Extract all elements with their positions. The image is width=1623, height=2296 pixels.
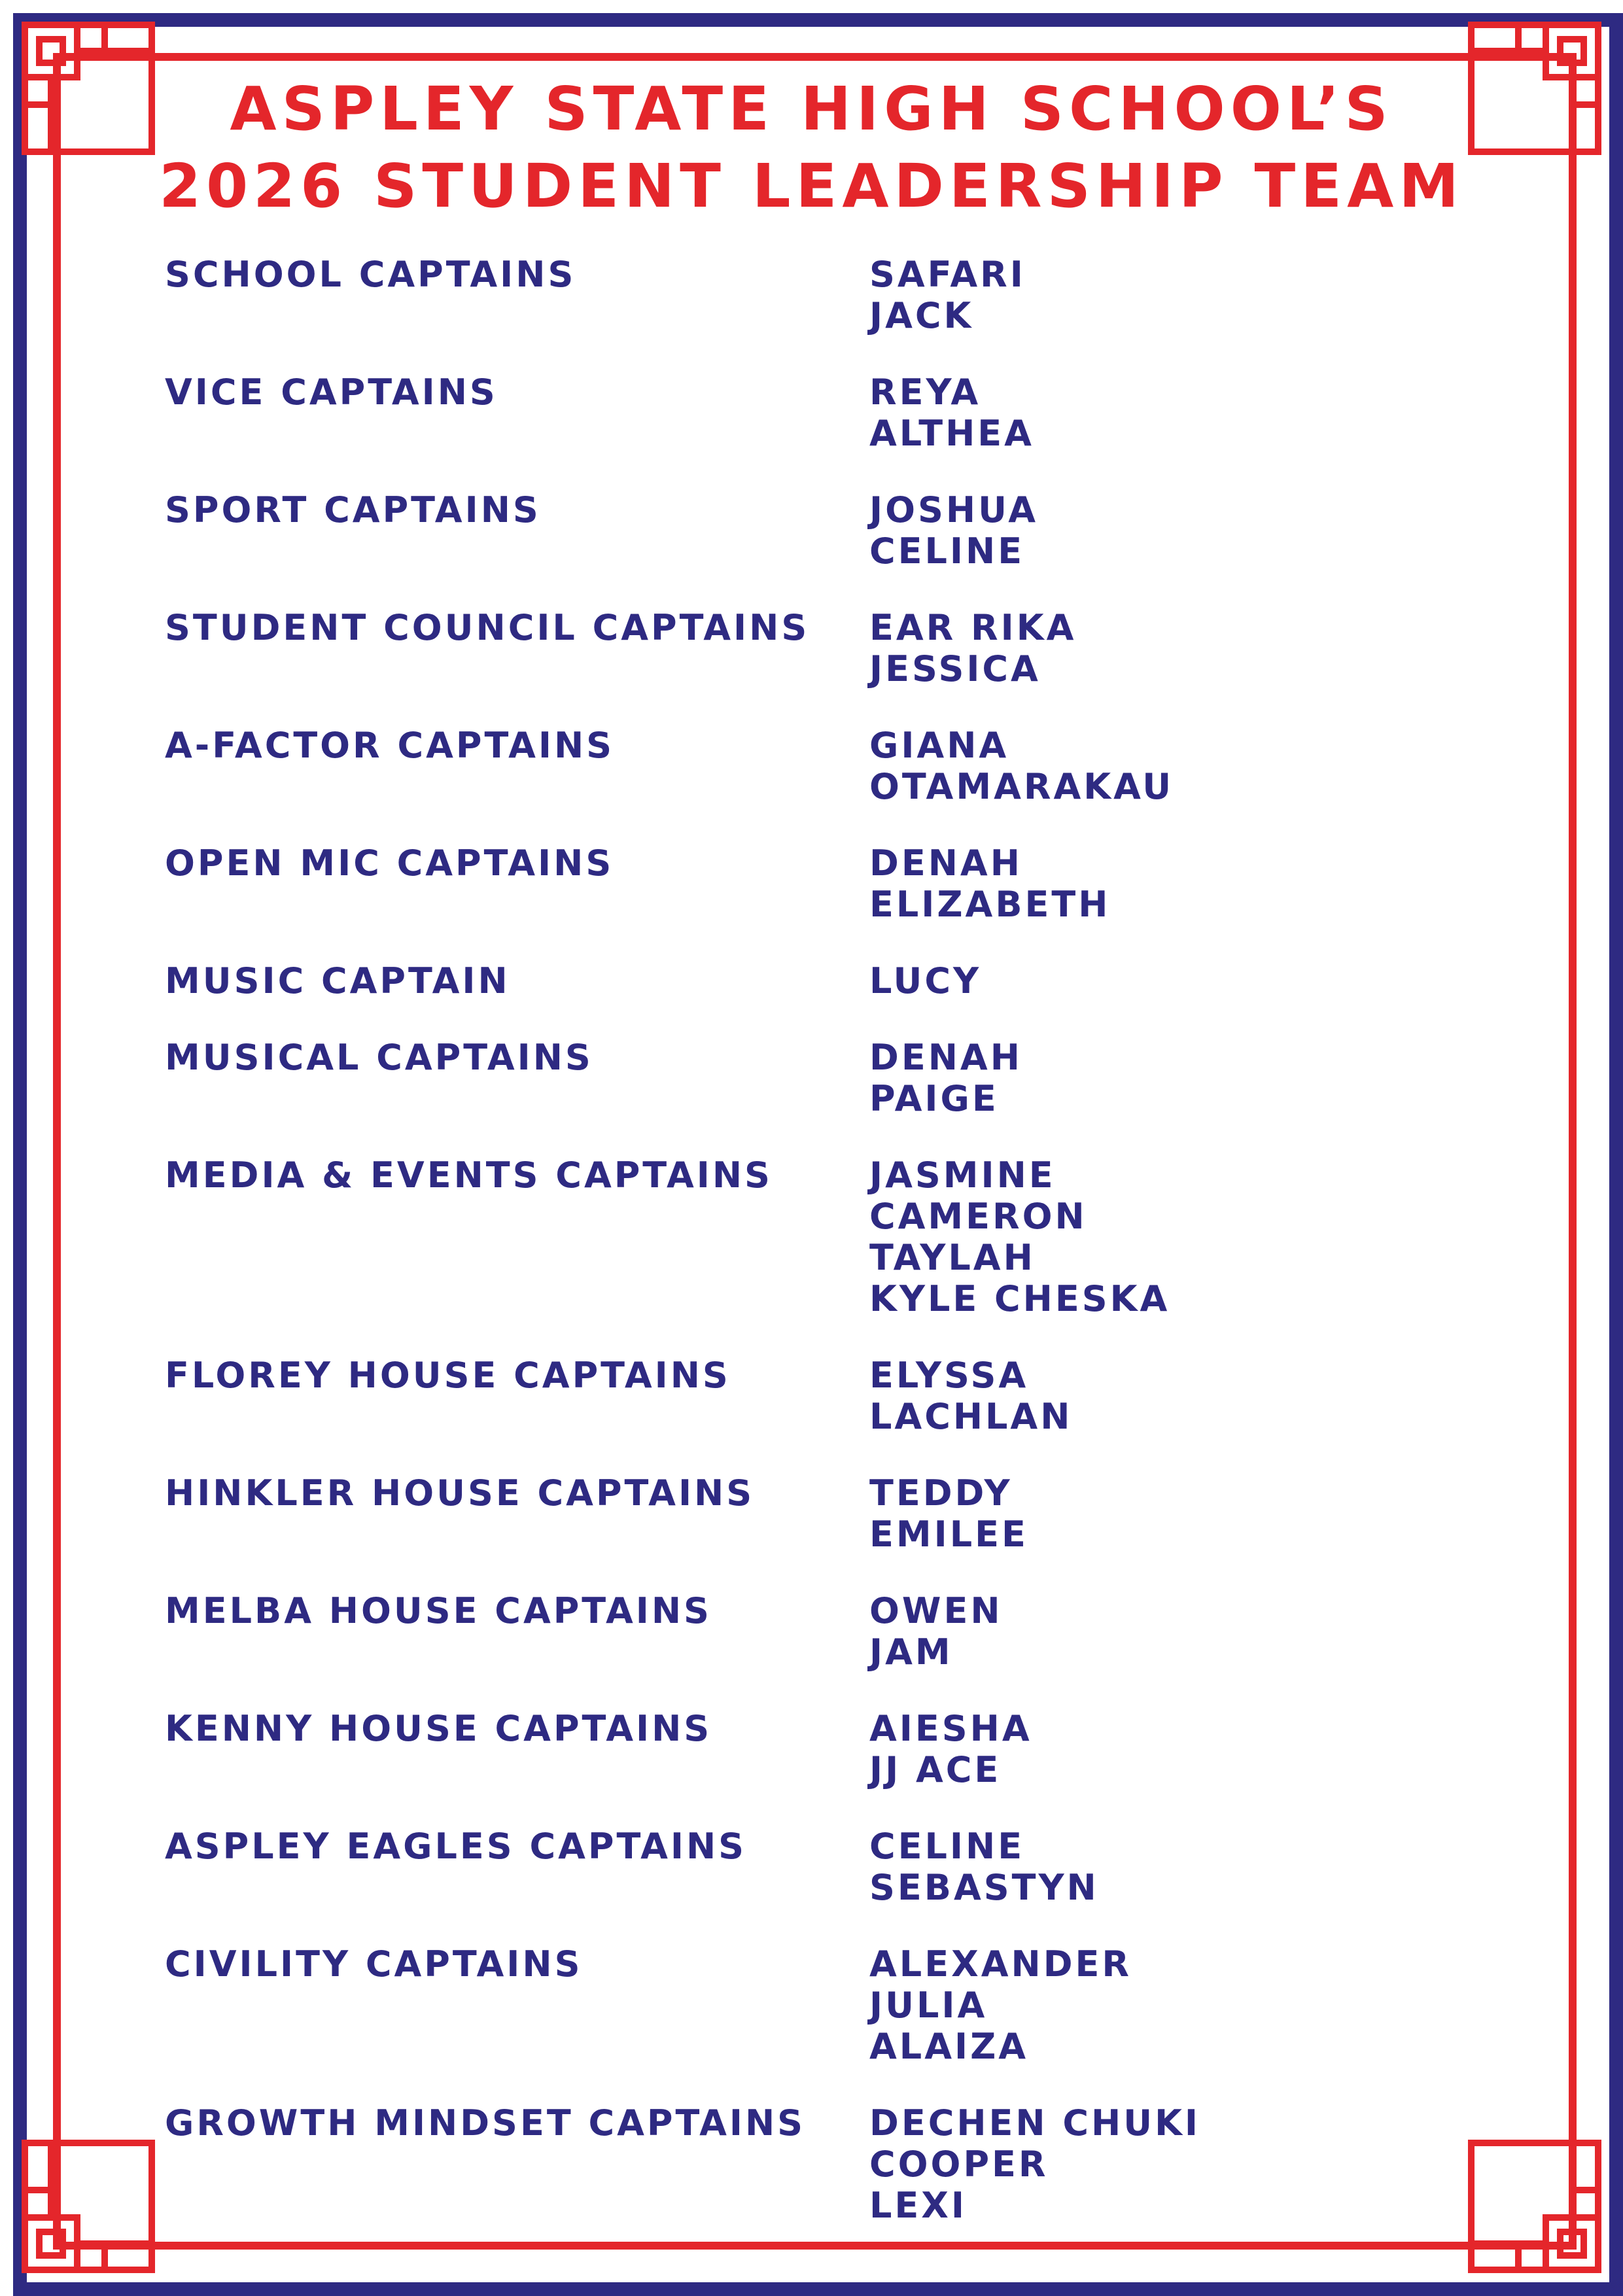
student-name: REYA — [869, 372, 981, 413]
names-list — [869, 843, 1110, 925]
role-label: CIVILITY CAPTAINS — [165, 1943, 583, 1985]
names-list — [869, 254, 1026, 336]
corner-fret-ornament — [1466, 2138, 1603, 2275]
student-name: DENAH — [869, 1037, 1022, 1078]
student-name: CELINE — [869, 531, 1025, 572]
role-label: MUSICAL CAPTAINS — [165, 1037, 593, 1078]
role-label: SPORT CAPTAINS — [165, 489, 541, 531]
student-name: JESSICA — [869, 648, 1041, 689]
role-label: FLOREY HOUSE CAPTAINS — [165, 1355, 731, 1396]
names-list — [869, 1155, 1170, 1319]
student-name: JJ ACE — [869, 1749, 1002, 1790]
names-list — [869, 1590, 1003, 1673]
page-title-line-1: ASPLEY STATE HIGH SCHOOL’S — [230, 74, 1393, 144]
role-label: OPEN MIC CAPTAINS — [165, 843, 614, 884]
student-name: OTAMARAKAU — [869, 766, 1174, 807]
student-name: ELYSSA — [869, 1355, 1029, 1396]
role-label: MELBA HOUSE CAPTAINS — [165, 1590, 712, 1631]
student-name: EMILEE — [869, 1514, 1028, 1555]
names-list — [869, 1826, 1099, 1908]
names-list — [869, 960, 981, 1001]
student-name: DECHEN CHUKI — [869, 2102, 1201, 2144]
role-label: SCHOOL CAPTAINS — [165, 254, 576, 295]
names-list — [869, 1037, 1022, 1119]
role-label: ASPLEY EAGLES CAPTAINS — [165, 1826, 747, 1867]
student-name: KYLE CHESKA — [869, 1278, 1170, 1319]
corner-fret-ornament — [20, 2138, 157, 2275]
student-name: PAIGE — [869, 1078, 999, 1119]
student-name: GIANA — [869, 725, 1009, 766]
student-name: DENAH — [869, 843, 1022, 884]
names-list — [869, 489, 1038, 572]
student-name: LACHLAN — [869, 1396, 1073, 1437]
student-name: ALEXANDER — [869, 1943, 1132, 1985]
role-label: MUSIC CAPTAIN — [165, 960, 510, 1001]
names-list — [869, 607, 1076, 689]
leadership-roster — [165, 254, 1473, 2242]
student-name: TAYLAH — [869, 1237, 1036, 1278]
student-name: JULIA — [869, 1985, 988, 2026]
student-name: SAFARI — [869, 254, 1026, 295]
role-label: A-FACTOR CAPTAINS — [165, 725, 615, 766]
names-list — [869, 2102, 1200, 2226]
names-list — [869, 1355, 1072, 1437]
student-name: JAM — [869, 1631, 953, 1673]
names-list — [869, 1708, 1032, 1790]
student-name: LUCY — [869, 960, 982, 1001]
role-label: VICE CAPTAINS — [165, 372, 498, 413]
student-name: COOPER — [869, 2144, 1049, 2185]
student-name: LEXI — [869, 2185, 968, 2226]
names-list — [869, 725, 1174, 807]
student-name: EAR RIKA — [869, 607, 1077, 648]
page-title-line-2: 2026 STUDENT LEADERSHIP TEAM — [159, 151, 1464, 221]
student-name: JASMINE — [869, 1155, 1056, 1196]
role-label: MEDIA & EVENTS CAPTAINS — [165, 1155, 773, 1196]
student-name: CAMERON — [869, 1196, 1087, 1237]
student-name: AIESHA — [869, 1708, 1032, 1749]
student-name: CELINE — [869, 1826, 1025, 1867]
role-label: HINKLER HOUSE CAPTAINS — [165, 1472, 755, 1514]
names-list — [869, 1472, 1028, 1555]
student-name: TEDDY — [869, 1472, 1013, 1514]
student-name: OWEN — [869, 1590, 1003, 1631]
student-name: ALTHEA — [869, 413, 1034, 454]
student-name: ALAIZA — [869, 2026, 1029, 2067]
student-name: SEBASTYN — [869, 1867, 1099, 1908]
names-list — [869, 372, 1034, 454]
student-name: JOSHUA — [869, 489, 1039, 531]
role-label: STUDENT COUNCIL CAPTAINS — [165, 607, 810, 648]
role-label: KENNY HOUSE CAPTAINS — [165, 1708, 712, 1749]
student-name: ELIZABETH — [869, 884, 1111, 925]
student-name: JACK — [869, 295, 974, 336]
names-list — [869, 1943, 1132, 2067]
role-label: GROWTH MINDSET CAPTAINS — [165, 2102, 806, 2144]
